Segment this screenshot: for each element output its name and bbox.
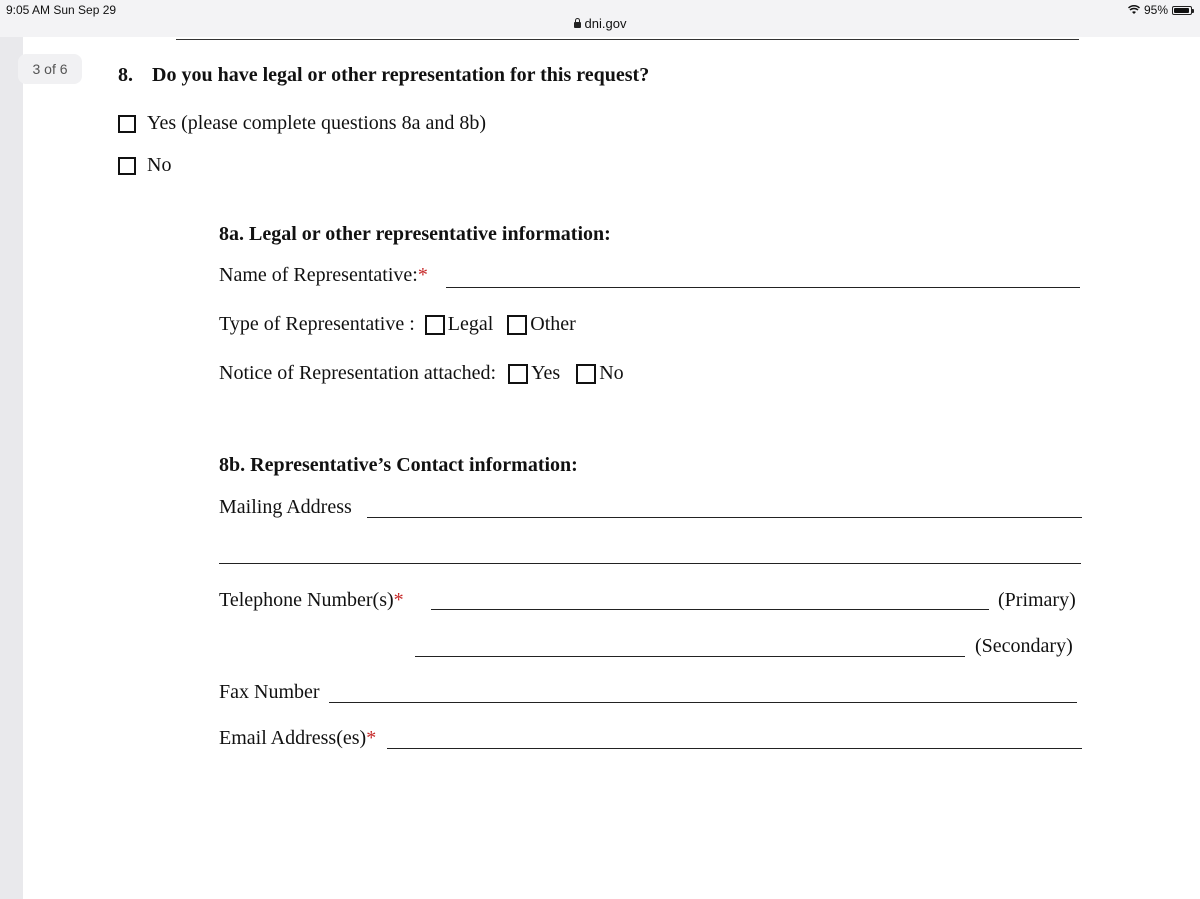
type-of-representative-row bbox=[219, 313, 576, 336]
type-legal-label: Legal bbox=[447, 313, 494, 335]
required-mark: * bbox=[417, 264, 428, 286]
name-of-representative-label bbox=[219, 264, 428, 287]
question-8 bbox=[118, 64, 649, 87]
mailing-address-field-2[interactable] bbox=[219, 563, 1081, 564]
notice-yes-label: Yes bbox=[531, 362, 561, 384]
document-page bbox=[23, 37, 1200, 899]
status-bar bbox=[0, 0, 1200, 37]
battery-percent: 95% bbox=[1143, 3, 1168, 17]
email-label-text: Email Address(es) bbox=[219, 727, 367, 749]
required-mark: * bbox=[393, 589, 404, 611]
email-label bbox=[219, 727, 376, 750]
checkbox-legal[interactable] bbox=[425, 315, 445, 335]
option-yes-8[interactable] bbox=[118, 112, 486, 135]
checkbox-notice-yes[interactable] bbox=[508, 364, 528, 384]
notice-no-label: No bbox=[599, 362, 624, 384]
telephone-label bbox=[219, 589, 404, 612]
wifi-icon bbox=[1128, 5, 1140, 15]
name-label-text: Name of Representative: bbox=[219, 264, 418, 286]
option-no-8[interactable] bbox=[118, 154, 171, 177]
telephone-secondary-label: (Secondary) bbox=[975, 635, 1073, 657]
option-no-label: No bbox=[147, 154, 172, 176]
checkbox-notice-no[interactable] bbox=[576, 364, 596, 384]
email-address-field[interactable] bbox=[387, 748, 1082, 749]
type-other-option[interactable] bbox=[507, 313, 576, 336]
required-mark: * bbox=[366, 727, 377, 749]
notice-of-representation-row bbox=[219, 362, 624, 385]
fax-number-label: Fax Number bbox=[219, 681, 320, 703]
question-8-number: 8. bbox=[118, 64, 133, 86]
type-label: Type of Representative : bbox=[219, 313, 415, 335]
telephone-label-text: Telephone Number(s) bbox=[219, 589, 394, 611]
notice-no-option[interactable] bbox=[576, 362, 623, 385]
telephone-primary-label: (Primary) bbox=[998, 589, 1076, 611]
name-of-representative-field[interactable] bbox=[446, 287, 1080, 288]
lock-icon bbox=[574, 22, 581, 28]
fax-number-field[interactable] bbox=[329, 702, 1077, 703]
telephone-primary-field[interactable] bbox=[431, 609, 989, 610]
type-legal-option[interactable] bbox=[425, 313, 494, 336]
question-8-text: Do you have legal or other representation for this request? bbox=[152, 64, 650, 86]
status-time: 9:05 AM Sun Sep 29 bbox=[6, 3, 117, 17]
mailing-address-field[interactable] bbox=[367, 517, 1082, 518]
telephone-secondary-field[interactable] bbox=[415, 656, 965, 657]
mailing-address-label: Mailing Address bbox=[219, 496, 352, 518]
notice-yes-option[interactable] bbox=[508, 362, 560, 385]
top-rule bbox=[176, 39, 1079, 40]
url-text: dni.gov bbox=[584, 16, 627, 31]
status-right bbox=[1128, 3, 1192, 17]
notice-label: Notice of Representation attached: bbox=[219, 362, 497, 384]
checkbox-other[interactable] bbox=[507, 315, 527, 335]
page-indicator: 3 of 6 bbox=[18, 54, 82, 84]
checkbox-yes[interactable] bbox=[118, 115, 136, 133]
section-8a-heading: 8a. Legal or other representative information: bbox=[219, 223, 611, 245]
battery-icon bbox=[1172, 6, 1192, 15]
url-bar[interactable] bbox=[0, 16, 1200, 31]
checkbox-no[interactable] bbox=[118, 157, 136, 175]
option-yes-label: Yes (please complete questions 8a and 8b) bbox=[147, 112, 487, 134]
type-other-label: Other bbox=[530, 313, 576, 335]
section-8b-heading: 8b. Representative’s Contact information: bbox=[219, 454, 578, 476]
